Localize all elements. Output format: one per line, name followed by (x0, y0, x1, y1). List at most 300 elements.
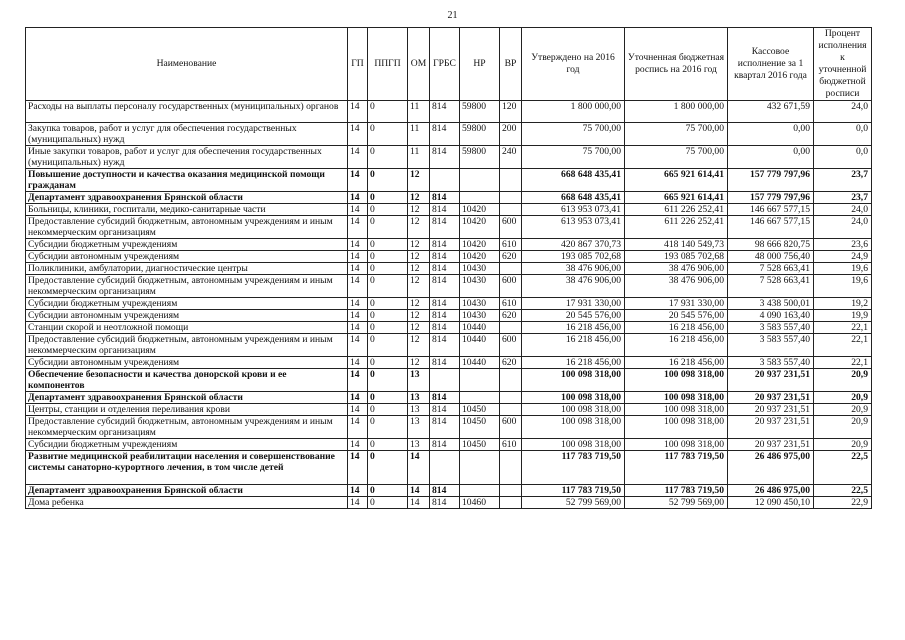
cell-om: 11 (408, 101, 430, 123)
cell-om: 13 (408, 439, 430, 451)
cell-nr: 10430 (460, 298, 500, 310)
cell-approved: 100 098 318,00 (522, 439, 625, 451)
cell-approved: 38 476 906,00 (522, 275, 625, 298)
cell-approved: 668 648 435,41 (522, 192, 625, 204)
cell-name: Дома ребенка (26, 497, 348, 509)
table-row (26, 322, 872, 334)
cell-approved: 100 098 318,00 (522, 416, 625, 439)
cell-ppgp: 0 (368, 169, 408, 192)
cell-percent: 24,9 (814, 251, 872, 263)
cell-approved: 38 476 906,00 (522, 263, 625, 275)
cell-om: 14 (408, 485, 430, 497)
cell-nr: 10460 (460, 497, 500, 509)
cell-gp: 14 (348, 485, 368, 497)
cell-gp: 14 (348, 404, 368, 416)
cell-vr: 120 (500, 101, 522, 123)
table-row (26, 451, 872, 485)
header-revised: Уточненная бюджетная роспись на 2016 год (625, 28, 728, 101)
cell-nr (460, 169, 500, 192)
cell-vr (500, 169, 522, 192)
table-row (26, 123, 872, 146)
cell-approved: 193 085 702,68 (522, 251, 625, 263)
cell-cash: 12 090 450,10 (728, 497, 814, 509)
cell-name: Субсидии автономным учреждениям (26, 251, 348, 263)
cell-cash: 146 667 577,15 (728, 216, 814, 239)
cell-ppgp: 0 (368, 275, 408, 298)
cell-revised: 418 140 549,73 (625, 239, 728, 251)
cell-cash: 157 779 797,96 (728, 192, 814, 204)
cell-nr: 10420 (460, 204, 500, 216)
cell-name: Развитие медицинской реабилитации населения и совершенствование системы санаторно-курортного лечения, в том числе детей (26, 451, 348, 485)
cell-om: 13 (408, 404, 430, 416)
cell-vr: 600 (500, 275, 522, 298)
cell-grbs: 814 (430, 251, 460, 263)
cell-approved: 75 700,00 (522, 146, 625, 169)
cell-cash: 3 583 557,40 (728, 357, 814, 369)
table-row (26, 169, 872, 192)
cell-gp: 14 (348, 497, 368, 509)
cell-gp: 14 (348, 322, 368, 334)
cell-vr: 620 (500, 251, 522, 263)
cell-nr: 10420 (460, 251, 500, 263)
cell-nr: 10450 (460, 439, 500, 451)
table-row (26, 192, 872, 204)
cell-name: Департамент здравоохранения Брянской области (26, 192, 348, 204)
cell-ppgp: 0 (368, 322, 408, 334)
cell-approved: 100 098 318,00 (522, 392, 625, 404)
cell-vr: 200 (500, 123, 522, 146)
cell-ppgp: 0 (368, 216, 408, 239)
cell-cash: 3 438 500,01 (728, 298, 814, 310)
header-nr: НР (460, 28, 500, 101)
cell-ppgp: 0 (368, 101, 408, 123)
cell-ppgp: 0 (368, 334, 408, 357)
cell-grbs: 814 (430, 334, 460, 357)
cell-name: Субсидии бюджетным учреждениям (26, 439, 348, 451)
cell-gp: 14 (348, 101, 368, 123)
cell-cash: 20 937 231,51 (728, 416, 814, 439)
cell-gp: 14 (348, 416, 368, 439)
cell-vr: 240 (500, 146, 522, 169)
cell-approved: 117 783 719,50 (522, 485, 625, 497)
cell-cash: 20 937 231,51 (728, 369, 814, 392)
cell-grbs (430, 451, 460, 485)
table-row (26, 251, 872, 263)
header-om: ОМ (408, 28, 430, 101)
cell-nr: 10450 (460, 404, 500, 416)
cell-revised: 611 226 252,41 (625, 204, 728, 216)
cell-approved: 16 218 456,00 (522, 334, 625, 357)
cell-name: Субсидии автономным учреждениям (26, 310, 348, 322)
cell-gp: 14 (348, 392, 368, 404)
cell-approved: 20 545 576,00 (522, 310, 625, 322)
cell-revised: 100 098 318,00 (625, 369, 728, 392)
cell-approved: 75 700,00 (522, 123, 625, 146)
cell-grbs: 814 (430, 497, 460, 509)
cell-name: Департамент здравоохранения Брянской области (26, 485, 348, 497)
cell-grbs (430, 369, 460, 392)
cell-nr: 59800 (460, 101, 500, 123)
cell-approved: 17 931 330,00 (522, 298, 625, 310)
cell-nr: 10440 (460, 357, 500, 369)
cell-ppgp: 0 (368, 357, 408, 369)
cell-om: 13 (408, 392, 430, 404)
cell-name: Предоставление субсидий бюджетным, автономным учреждениям и иным некоммерческим организациям (26, 334, 348, 357)
cell-ppgp: 0 (368, 404, 408, 416)
cell-om: 12 (408, 322, 430, 334)
cell-grbs: 814 (430, 357, 460, 369)
table-row (26, 334, 872, 357)
cell-percent: 22,1 (814, 322, 872, 334)
cell-revised: 611 226 252,41 (625, 216, 728, 239)
cell-om: 11 (408, 146, 430, 169)
cell-revised: 16 218 456,00 (625, 334, 728, 357)
cell-cash: 7 528 663,41 (728, 275, 814, 298)
cell-name: Расходы на выплаты персоналу государственных (муниципальных) органов (26, 101, 348, 123)
header-percent: Процент исполнения к уточненной бюджетной росписи (814, 28, 872, 101)
cell-name: Больницы, клиники, госпитали, медико-санитарные части (26, 204, 348, 216)
cell-approved: 1 800 000,00 (522, 101, 625, 123)
cell-revised: 100 098 318,00 (625, 416, 728, 439)
cell-ppgp: 0 (368, 439, 408, 451)
cell-percent: 22,5 (814, 485, 872, 497)
cell-ppgp: 0 (368, 485, 408, 497)
cell-percent: 20,9 (814, 404, 872, 416)
cell-nr (460, 451, 500, 485)
cell-nr: 10430 (460, 275, 500, 298)
cell-om: 12 (408, 239, 430, 251)
cell-nr: 10430 (460, 310, 500, 322)
table-row (26, 216, 872, 239)
cell-vr (500, 451, 522, 485)
table-row (26, 485, 872, 497)
cell-gp: 14 (348, 169, 368, 192)
cell-percent: 22,5 (814, 451, 872, 485)
cell-revised: 16 218 456,00 (625, 322, 728, 334)
cell-percent: 0,0 (814, 123, 872, 146)
cell-vr (500, 204, 522, 216)
cell-nr (460, 485, 500, 497)
cell-om: 12 (408, 334, 430, 357)
cell-nr: 59800 (460, 146, 500, 169)
cell-name: Субсидии бюджетным учреждениям (26, 298, 348, 310)
cell-grbs: 814 (430, 298, 460, 310)
cell-revised: 665 921 614,41 (625, 192, 728, 204)
cell-cash: 4 090 163,40 (728, 310, 814, 322)
cell-gp: 14 (348, 239, 368, 251)
cell-ppgp: 0 (368, 239, 408, 251)
cell-gp: 14 (348, 369, 368, 392)
cell-om: 12 (408, 263, 430, 275)
cell-ppgp: 0 (368, 451, 408, 485)
cell-cash: 26 486 975,00 (728, 485, 814, 497)
cell-gp: 14 (348, 204, 368, 216)
cell-om: 12 (408, 357, 430, 369)
header-name: Наименование (26, 28, 348, 101)
cell-approved: 668 648 435,41 (522, 169, 625, 192)
cell-cash: 20 937 231,51 (728, 439, 814, 451)
cell-grbs: 814 (430, 192, 460, 204)
cell-approved: 613 953 073,41 (522, 204, 625, 216)
cell-cash: 98 666 820,75 (728, 239, 814, 251)
cell-name: Предоставление субсидий бюджетным, автономным учреждениям и иным некоммерческим организациям (26, 275, 348, 298)
cell-gp: 14 (348, 263, 368, 275)
cell-gp: 14 (348, 251, 368, 263)
header-cash-execution: Кассовое исполнение за 1 квартал 2016 года (728, 28, 814, 101)
cell-vr (500, 392, 522, 404)
cell-revised: 193 085 702,68 (625, 251, 728, 263)
cell-cash: 3 583 557,40 (728, 334, 814, 357)
cell-grbs (430, 169, 460, 192)
cell-grbs: 814 (430, 204, 460, 216)
cell-ppgp: 0 (368, 251, 408, 263)
cell-name: Станции скорой и неотложной помощи (26, 322, 348, 334)
cell-approved: 100 098 318,00 (522, 369, 625, 392)
cell-name: Повышение доступности и качества оказания медицинской помощи гражданам (26, 169, 348, 192)
cell-percent: 24,0 (814, 101, 872, 123)
cell-approved: 100 098 318,00 (522, 404, 625, 416)
cell-gp: 14 (348, 216, 368, 239)
cell-vr (500, 485, 522, 497)
cell-ppgp: 0 (368, 369, 408, 392)
cell-revised: 75 700,00 (625, 146, 728, 169)
table-row (26, 239, 872, 251)
table-row (26, 101, 872, 123)
cell-approved: 52 799 569,00 (522, 497, 625, 509)
cell-revised: 17 931 330,00 (625, 298, 728, 310)
cell-percent: 23,6 (814, 239, 872, 251)
table-row (26, 357, 872, 369)
cell-nr: 10420 (460, 216, 500, 239)
cell-nr: 10420 (460, 239, 500, 251)
cell-gp: 14 (348, 357, 368, 369)
cell-cash: 0,00 (728, 146, 814, 169)
cell-name: Закупка товаров, работ и услуг для обеспечения государственных (муниципальных) нужд (26, 123, 348, 146)
header-ppgp: ППГП (368, 28, 408, 101)
cell-percent: 22,9 (814, 497, 872, 509)
cell-om: 12 (408, 216, 430, 239)
cell-ppgp: 0 (368, 310, 408, 322)
cell-nr (460, 192, 500, 204)
cell-approved: 613 953 073,41 (522, 216, 625, 239)
cell-nr: 10440 (460, 334, 500, 357)
cell-grbs: 814 (430, 485, 460, 497)
cell-vr (500, 404, 522, 416)
cell-vr: 610 (500, 239, 522, 251)
cell-nr: 59800 (460, 123, 500, 146)
cell-ppgp: 0 (368, 392, 408, 404)
cell-om: 13 (408, 369, 430, 392)
cell-revised: 16 218 456,00 (625, 357, 728, 369)
cell-approved: 16 218 456,00 (522, 357, 625, 369)
cell-revised: 75 700,00 (625, 123, 728, 146)
cell-revised: 52 799 569,00 (625, 497, 728, 509)
table-header-row (26, 28, 872, 101)
cell-percent: 22,1 (814, 334, 872, 357)
cell-name: Центры, станции и отделения переливания крови (26, 404, 348, 416)
cell-percent: 19,2 (814, 298, 872, 310)
cell-revised: 665 921 614,41 (625, 169, 728, 192)
table-row (26, 204, 872, 216)
cell-ppgp: 0 (368, 204, 408, 216)
cell-gp: 14 (348, 275, 368, 298)
table-row (26, 416, 872, 439)
cell-cash: 432 671,59 (728, 101, 814, 123)
cell-grbs: 814 (430, 101, 460, 123)
cell-name: Субсидии автономным учреждениям (26, 357, 348, 369)
cell-revised: 1 800 000,00 (625, 101, 728, 123)
cell-cash: 20 937 231,51 (728, 404, 814, 416)
cell-om: 12 (408, 275, 430, 298)
cell-grbs: 814 (430, 146, 460, 169)
cell-vr: 610 (500, 439, 522, 451)
cell-om: 12 (408, 310, 430, 322)
cell-revised: 100 098 318,00 (625, 392, 728, 404)
cell-om: 13 (408, 416, 430, 439)
cell-om: 12 (408, 169, 430, 192)
cell-revised: 20 545 576,00 (625, 310, 728, 322)
cell-nr: 10440 (460, 322, 500, 334)
cell-percent: 20,9 (814, 392, 872, 404)
cell-om: 12 (408, 204, 430, 216)
cell-percent: 20,9 (814, 439, 872, 451)
cell-revised: 38 476 906,00 (625, 263, 728, 275)
table-row (26, 404, 872, 416)
cell-revised: 117 783 719,50 (625, 451, 728, 485)
table-row (26, 275, 872, 298)
cell-name: Поликлиники, амбулатории, диагностические центры (26, 263, 348, 275)
cell-percent: 23,7 (814, 169, 872, 192)
cell-om: 14 (408, 451, 430, 485)
cell-revised: 38 476 906,00 (625, 275, 728, 298)
budget-execution-table (25, 27, 872, 509)
table-body (26, 101, 872, 509)
cell-percent: 24,0 (814, 204, 872, 216)
cell-cash: 48 000 756,40 (728, 251, 814, 263)
cell-cash: 146 667 577,15 (728, 204, 814, 216)
header-grbs: ГРБС (430, 28, 460, 101)
cell-cash: 0,00 (728, 123, 814, 146)
cell-cash: 7 528 663,41 (728, 263, 814, 275)
cell-vr (500, 263, 522, 275)
cell-name: Предоставление субсидий бюджетным, автономным учреждениям и иным некоммерческим организациям (26, 216, 348, 239)
cell-grbs: 814 (430, 263, 460, 275)
cell-ppgp: 0 (368, 263, 408, 275)
cell-nr: 10450 (460, 416, 500, 439)
cell-vr (500, 369, 522, 392)
table-row (26, 369, 872, 392)
cell-vr (500, 322, 522, 334)
cell-grbs: 814 (430, 392, 460, 404)
cell-grbs: 814 (430, 322, 460, 334)
header-gp: ГП (348, 28, 368, 101)
cell-vr: 620 (500, 357, 522, 369)
table-row (26, 263, 872, 275)
cell-approved: 16 218 456,00 (522, 322, 625, 334)
cell-revised: 117 783 719,50 (625, 485, 728, 497)
table-row (26, 497, 872, 509)
cell-vr (500, 192, 522, 204)
cell-revised: 100 098 318,00 (625, 439, 728, 451)
header-vr: ВР (500, 28, 522, 101)
cell-ppgp: 0 (368, 192, 408, 204)
cell-grbs: 814 (430, 310, 460, 322)
cell-vr (500, 497, 522, 509)
cell-gp: 14 (348, 310, 368, 322)
cell-percent: 0,0 (814, 146, 872, 169)
cell-vr: 600 (500, 216, 522, 239)
cell-cash: 3 583 557,40 (728, 322, 814, 334)
cell-gp: 14 (348, 451, 368, 485)
cell-vr: 600 (500, 334, 522, 357)
cell-approved: 420 867 370,73 (522, 239, 625, 251)
cell-grbs: 814 (430, 404, 460, 416)
cell-percent: 24,0 (814, 216, 872, 239)
cell-approved: 117 783 719,50 (522, 451, 625, 485)
cell-grbs: 814 (430, 275, 460, 298)
cell-percent: 20,9 (814, 416, 872, 439)
cell-vr: 610 (500, 298, 522, 310)
cell-gp: 14 (348, 298, 368, 310)
cell-grbs: 814 (430, 216, 460, 239)
cell-percent: 20,9 (814, 369, 872, 392)
cell-gp: 14 (348, 439, 368, 451)
cell-cash: 26 486 975,00 (728, 451, 814, 485)
cell-cash: 157 779 797,96 (728, 169, 814, 192)
cell-vr: 620 (500, 310, 522, 322)
cell-grbs: 814 (430, 239, 460, 251)
cell-gp: 14 (348, 123, 368, 146)
table-row (26, 439, 872, 451)
cell-ppgp: 0 (368, 298, 408, 310)
cell-ppgp: 0 (368, 123, 408, 146)
cell-name: Иные закупки товаров, работ и услуг для обеспечения государственных (муниципальных) нужд (26, 146, 348, 169)
cell-ppgp: 0 (368, 146, 408, 169)
cell-vr: 600 (500, 416, 522, 439)
cell-ppgp: 0 (368, 416, 408, 439)
cell-nr (460, 392, 500, 404)
table-row (26, 392, 872, 404)
table-row (26, 146, 872, 169)
cell-percent: 22,1 (814, 357, 872, 369)
cell-name: Субсидии бюджетным учреждениям (26, 239, 348, 251)
cell-revised: 100 098 318,00 (625, 404, 728, 416)
cell-gp: 14 (348, 334, 368, 357)
cell-om: 12 (408, 251, 430, 263)
cell-om: 14 (408, 497, 430, 509)
cell-name: Обеспечение безопасности и качества донорской крови и ее компонентов (26, 369, 348, 392)
cell-grbs: 814 (430, 123, 460, 146)
cell-percent: 19,6 (814, 275, 872, 298)
table-row (26, 298, 872, 310)
cell-om: 12 (408, 298, 430, 310)
cell-percent: 19,9 (814, 310, 872, 322)
table-row (26, 310, 872, 322)
cell-grbs: 814 (430, 416, 460, 439)
cell-percent: 19,6 (814, 263, 872, 275)
cell-name: Департамент здравоохранения Брянской области (26, 392, 348, 404)
cell-gp: 14 (348, 146, 368, 169)
cell-grbs: 814 (430, 439, 460, 451)
cell-cash: 20 937 231,51 (728, 392, 814, 404)
cell-om: 11 (408, 123, 430, 146)
header-approved: Утверждено на 2016 год (522, 28, 625, 101)
cell-gp: 14 (348, 192, 368, 204)
cell-nr: 10430 (460, 263, 500, 275)
cell-nr (460, 369, 500, 392)
cell-om: 12 (408, 192, 430, 204)
cell-ppgp: 0 (368, 497, 408, 509)
